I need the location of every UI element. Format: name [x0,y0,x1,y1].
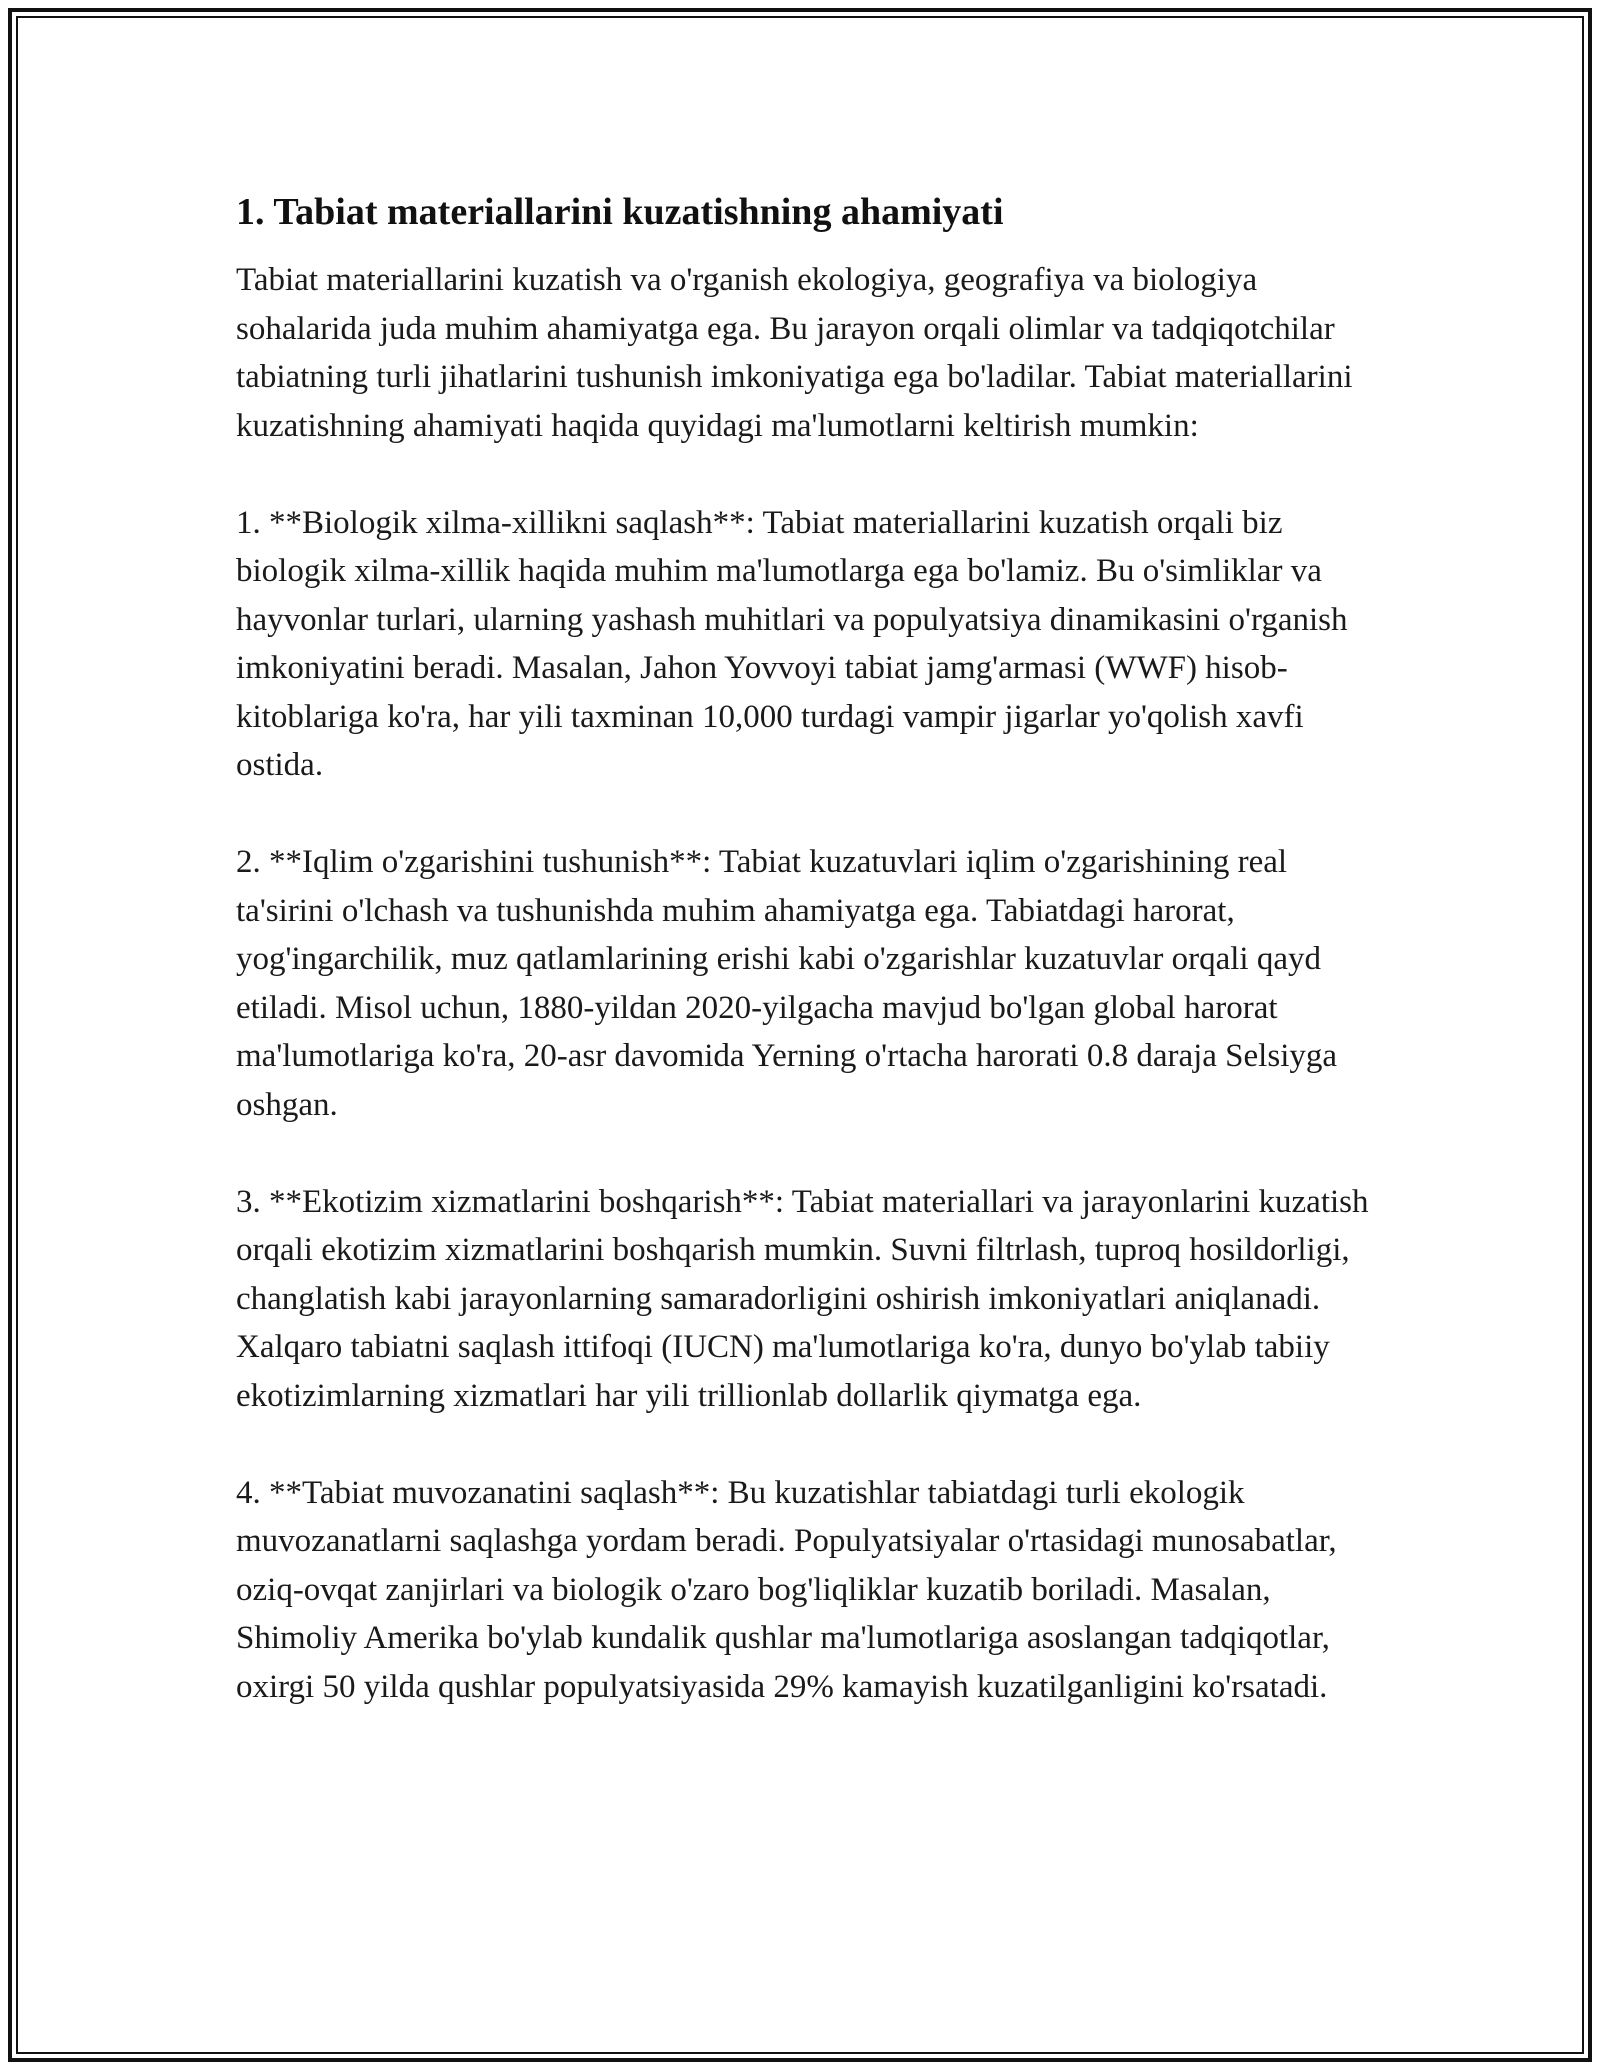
intro-paragraph: Tabiat materiallarini kuzatish va o'rganish ekologiya, geografiya va biologiya sohalarida juda muhim ahamiyatga ega. Bu jarayon orqali olimlar va tadqiqotchilar tabiatning turli jihatlarini tushunish imkoniyatiga ega bo'ladilar. Tabiat materiallarini kuzatishning ahamiyati haqida quyidagi ma'lumotlarni keltirish mumkin: [236,262,1353,444]
document-body [236,188,1376,1760]
document-title: 1. Tabiat materiallarini kuzatishning ahamiyati [236,191,1004,233]
list-item-climate-change: 2. **Iqlim o'zgarishini tushunish**: Tabiat kuzatuvlari iqlim o'zgarishining real ta'sirini o'lchash va tushunishda muhim ahamiyatga ega. Tabiatdagi harorat, yog'ingarchilik, muz qatlamlarining erishi kabi o'zgarishlar kuzatuvlar orqali qayd etiladi. Misol uchun, 1880-yildan 2020-yilgacha mavjud bo'lgan global harorat ma'lumotlariga ko'ra, 20-asr davomida Yerning o'rtacha harorati 0.8 daraja Selsiyga oshgan. [236,844,1338,1123]
list-item-nature-balance: 4. **Tabiat muvozanatini saqlash**: Bu kuzatishlar tabiatdagi turli ekologik muvozanatlarni saqlashga yordam beradi. Populyatsiyalar o'rtasidagi munosabatlar, oziq-ovqat zanjirlari va biologik o'zaro bog'liqliklar kuzatib boriladi. Masalan, Shimoliy Amerika bo'ylab kundalik qushlar ma'lumotlariga asoslangan tadqiqotlar, oxirgi 50 yilda qushlar populyatsiyasida 29% kamayish kuzatilganligini ko'rsatadi. [236,1474,1337,1705]
list-item-biodiversity: 1. **Biologik xilma-xillikni saqlash**: Tabiat materiallarini kuzatish orqali biz biologik xilma-xillik haqida muhim ma'lumotlarga ega bo'lamiz. Bu o'simliklar va hayvonlar turlari, ularning yashash muhitlari va populyatsiya dinamikasini o'rganish imkoniyatini beradi. Masalan, Jahon Yovvoyi tabiat jamg'armasi (WWF) hisob-kitoblariga ko'ra, har yili taxminan 10,000 turdagi vampir jigarlar yo'qolish xavfi ostida. [236,504,1348,783]
list-item-ecosystem-services: 3. **Ekotizim xizmatlarini boshqarish**: Tabiat materiallari va jarayonlarini kuzatish orqali ekotizim xizmatlarini boshqarish mumkin. Suvni filtrlash, tuproq hosildorligi, changlatish kabi jarayonlarning samaradorligini oshirish imkoniyatlari aniqlanadi. Xalqaro tabiatni saqlash ittifoqi (IUCN) ma'lumotlariga ko'ra, dunyo bo'ylab tabiiy ekotizimlarning xizmatlari har yili trillionlab dollarlik qiymatga ega. [236,1183,1369,1414]
